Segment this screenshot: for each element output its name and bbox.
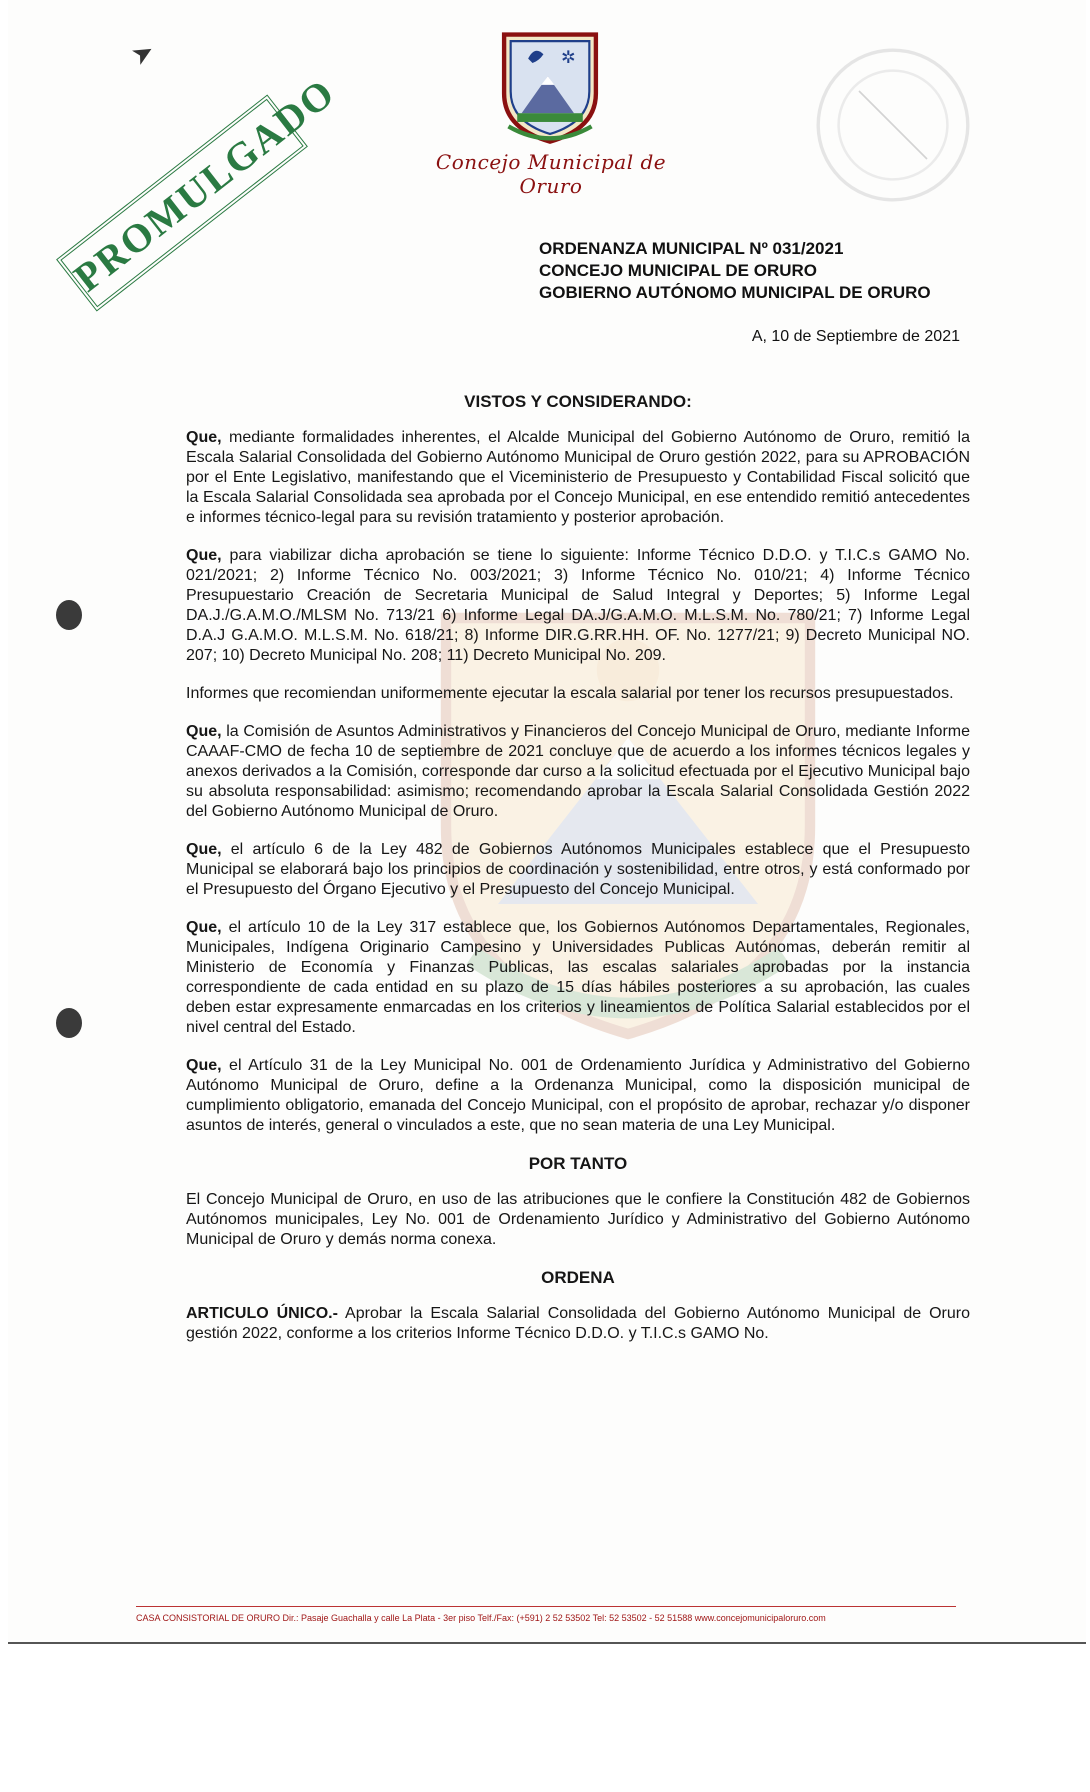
document-body bbox=[186, 392, 970, 1362]
letterhead-footer: CASA CONSISTORIAL DE ORURO Dir.: Pasaje Guachalla y calle La Plata - 3er piso Telf./Fax: (+591) 2 52 53502 Tel: 52 53502 - 52 51588 www.concejomunicipaloruro.com bbox=[136, 1606, 956, 1623]
por-tanto-heading: POR TANTO bbox=[528, 1154, 628, 1173]
vistos-heading: VISTOS Y CONSIDERANDO: bbox=[464, 392, 692, 411]
promulgado-stamp: PROMULGADO bbox=[56, 94, 308, 311]
municipal-crest-icon bbox=[495, 28, 605, 146]
svg-text:✲: ✲ bbox=[560, 47, 576, 68]
document-date: A, 10 de Septiembre de 2021 bbox=[751, 328, 960, 345]
ordena-heading: ORDENA bbox=[541, 1268, 615, 1287]
punch-hole-icon bbox=[56, 600, 82, 630]
ordinance-number: ORDENANZA MUNICIPAL Nº 031/2021 bbox=[539, 239, 844, 258]
paragraph: Que, el artículo 10 de la Ley 317 establece que, los Gobiernos Autónomos Departamentales, Regionales, Municipales, Indígena Originario Campesino y Universidades Publicas Autónomas, deberán remitir al Ministerio de Economía y Finanzas Publicas, las escalas salariales aprobadas por la instancia correspondiente de cada entidad en su plazo de 15 días hábiles posteriores a su aprobación, las cuales deben estar expresamente enmarcadas en los criterios y lineamientos de Política Salarial establecidos por el nivel central del Estado. bbox=[186, 919, 970, 1036]
council-name-signature: Concejo Municipal de Oruro bbox=[435, 150, 667, 198]
council-title: CONCEJO MUNICIPAL DE ORURO bbox=[539, 261, 818, 280]
paragraph: Que, la Comisión de Asuntos Administrativos y Financieros del Concejo Municipal de Oruro, mediante Informe CAAAF-CMO de fecha 10 de septiembre de 2021 concluye que de acuerdo a los informes técnicos legales y anexos derivados a la Comisión, corresponde dar curso a la solicitud efectuada por el Ejecutivo Municipal bajo su absoluta responsabilidad: asimismo; recomendando aprobar la Escala Salarial Consolidada Gestión 2022 del Gobierno Autónomo Municipal de Oruro. bbox=[186, 723, 970, 820]
articulo-unico-paragraph: ARTICULO ÚNICO.- Aprobar la Escala Salarial Consolidada del Gobierno Autónomo Municipal de Oruro gestión 2022, conforme a los criterios Informe Técnico D.D.O. y T.I.C.s GAMO No. bbox=[186, 1305, 971, 1342]
document-header bbox=[539, 238, 931, 304]
faint-seal-icon bbox=[808, 40, 978, 210]
corner-mark-icon: ➤ bbox=[125, 34, 160, 72]
paragraph: Que, mediante formalidades inherentes, el Alcalde Municipal del Gobierno Autónomo de Oruro, remitió la Escala Salarial Consolidada del Gobierno Autónomo Municipal de Oruro gestión 2022, para su APROBACIÓN por el Ente Legislativo, manifestando que el Viceministerio de Presupuesto y Contabilidad Fiscal solicitó que la Escala Salarial Consolidada sea aprobada por el Concejo Municipal, en ese entendido remitió antecedentes e informes técnico-legal para su revisión tratamiento y posterior aprobación. bbox=[186, 429, 970, 526]
punch-hole-icon bbox=[56, 1008, 82, 1038]
paragraph: Que, el Artículo 31 de la Ley Municipal No. 001 de Ordenamiento Jurídica y Administrativo del Gobierno Autónomo Municipal de Oruro, define a la Ordenanza Municipal, como la disposición municipal de cumplimiento obligatorio, emanada del Concejo Municipal, con el propósito de aprobar, rechazar y/o disponer asuntos de interés, general o vinculados a este, que no sean materia de una Ley Municipal. bbox=[186, 1057, 970, 1134]
paragraph: Informes que recomiendan uniformemente ejecutar la escala salarial por tener los recursos presupuestados. bbox=[186, 685, 954, 702]
por-tanto-paragraph: El Concejo Municipal de Oruro, en uso de las atribuciones que le confiere la Constitución 482 de Gobiernos Autónomos municipales, Ley No. 001 de Ordenamiento Jurídico y Administrativo del Gobierno Autónomo Municipal de Oruro y demás norma conexa. bbox=[186, 1191, 970, 1248]
document-page bbox=[8, 0, 1086, 1644]
government-title: GOBIERNO AUTÓNOMO MUNICIPAL DE ORURO bbox=[539, 283, 931, 302]
paragraph: Que, para viabilizar dicha aprobación se tiene lo siguiente: Informe Técnico D.D.O. y T.I.C.s GAMO No. 021/2021; 2) Informe Técnico No. 003/2021; 3) Informe Técnico No. 010/21; 4) Informe Técnico Presupuestario Creación de Secretaria Municipal de Salud Integral y Deportes; 5) Informe Legal DA.J./G.A.M.O./MLSM No. 713/21 6) Informe Legal DA.J/G.A.M.O. M.L.S.M. No. 780/21; 7) Informe Legal D.A.J G.A.M.O. M.L.S.M. No. 618/21; 8) Informe DIR.G.RR.HH. OF. No. 1277/21; 9) Decreto Municipal NO. 207; 10) Decreto Municipal No. 208; 11) Decreto Municipal No. 209. bbox=[186, 547, 970, 664]
paragraph: Que, el artículo 6 de la Ley 482 de Gobiernos Autónomos Municipales establece que el Presupuesto Municipal se elaborará bajo los principios de coordinación y sostenibilidad, entre otros, y está conformado por el Presupuesto del Órgano Ejecutivo y el Presupuesto del Concejo Municipal. bbox=[186, 841, 970, 898]
